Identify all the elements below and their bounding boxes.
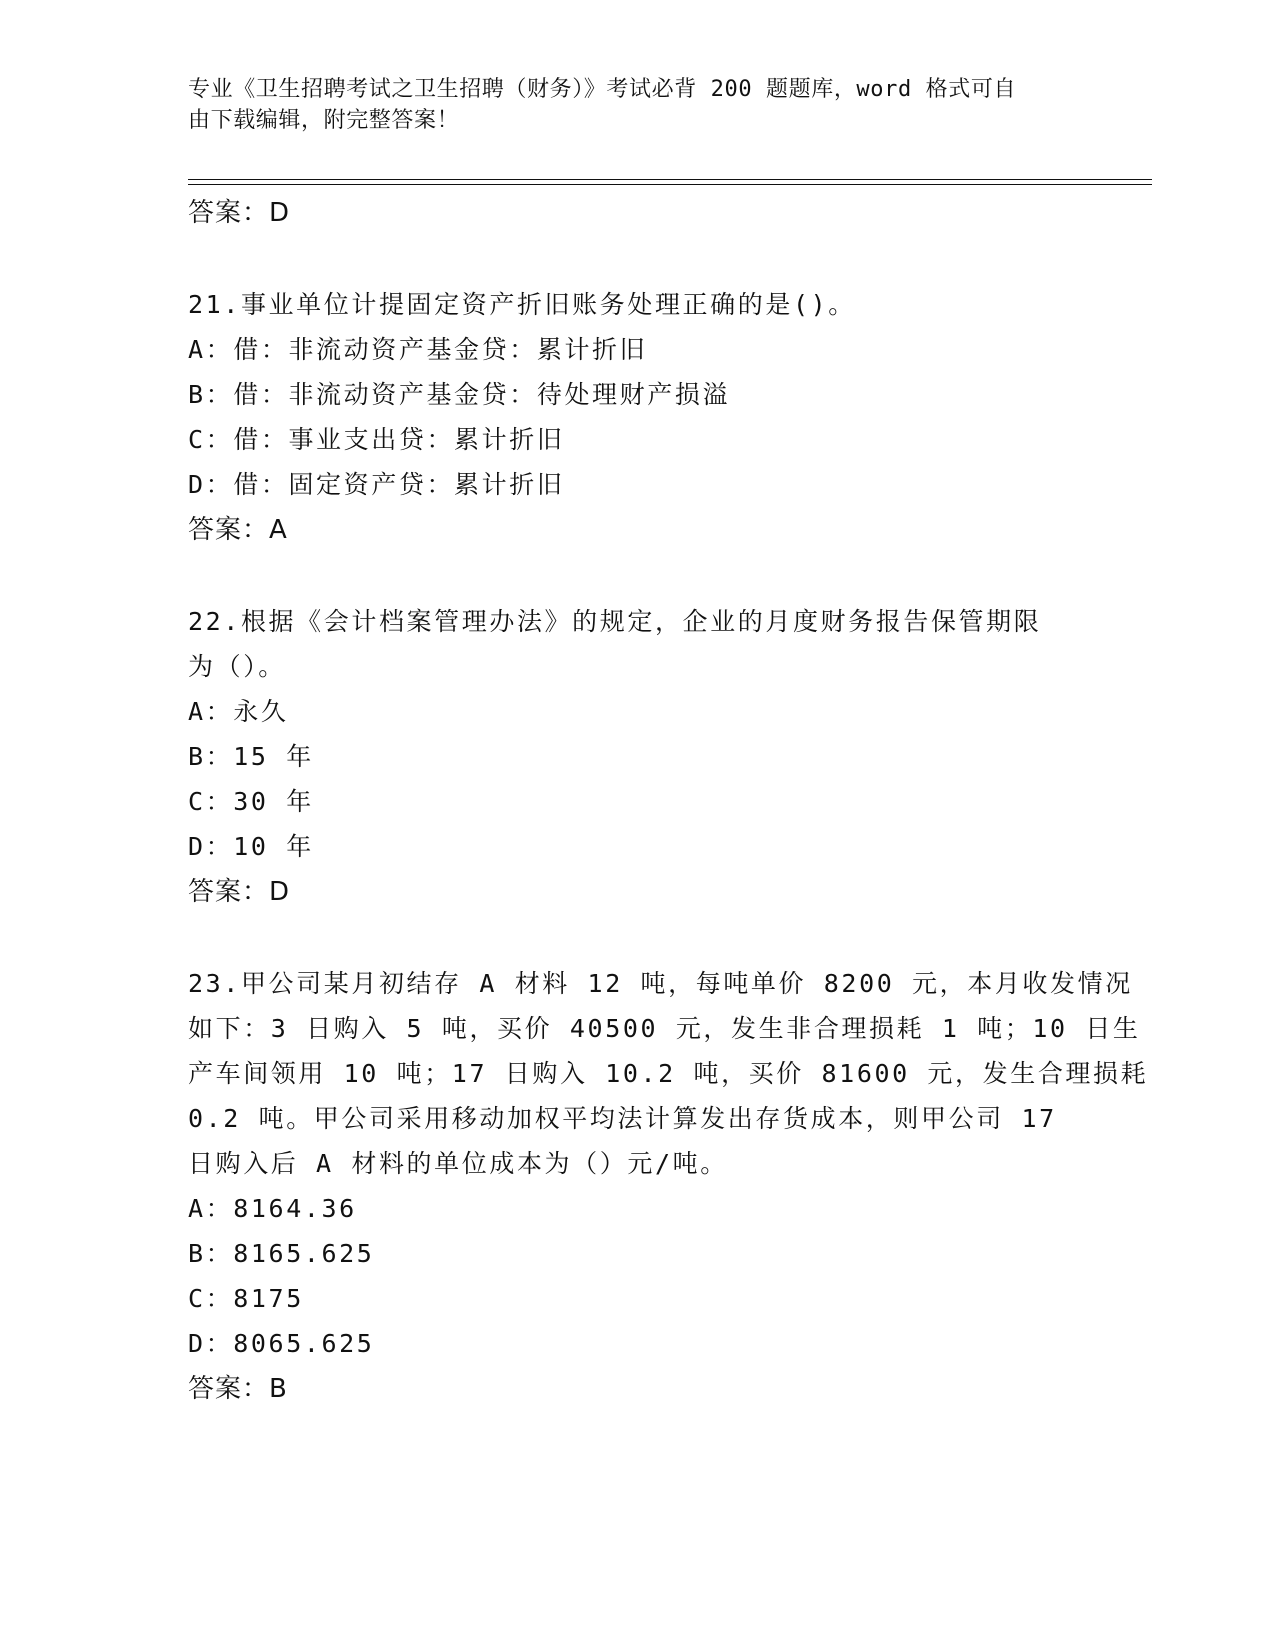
question-text: 如下：3 日购入 5 吨，买价 40500 元，发生非合理损耗 1 吨；10 日生 [188, 1014, 1141, 1043]
option-b: B：15 年 [188, 742, 314, 771]
option-a: A：借：非流动资产基金贷：累计折旧 [188, 335, 648, 364]
option-d: D：8065.625 [188, 1329, 375, 1358]
option-d: D：10 年 [188, 832, 314, 861]
option-a: A：永久 [188, 697, 289, 726]
answer-21: 答案：A [188, 515, 288, 545]
question-21 [188, 282, 1088, 553]
option-d: D：借：固定资产贷：累计折旧 [188, 470, 565, 499]
question-text: 0.2 吨。甲公司采用移动加权平均法计算发出存货成本，则甲公司 17 [188, 1104, 1057, 1133]
header-divider-top [188, 179, 1152, 180]
option-c: C：借：事业支出贷：累计折旧 [188, 425, 565, 454]
option-b: B：借：非流动资产基金贷：待处理财产损溢 [188, 380, 731, 409]
question-text: 为（）。 [188, 652, 286, 681]
document-header [188, 74, 1068, 136]
header-line: 由下载编辑，附完整答案！ [188, 108, 460, 133]
question-text: 23.甲公司某月初结存 A 材料 12 吨，每吨单价 8200 元，本月收发情况 [188, 969, 1133, 998]
question-22 [188, 599, 1088, 915]
answer-23: 答案：B [188, 1374, 288, 1404]
spacer [188, 236, 1088, 282]
option-a: A：8164.36 [188, 1194, 357, 1223]
answer-22: 答案：D [188, 877, 291, 907]
header-line: 专业《卫生招聘考试之卫生招聘（财务）》考试必背 200 题题库，word 格式可自 [188, 77, 1017, 102]
question-text: 日购入后 A 材料的单位成本为（）元/吨。 [188, 1149, 728, 1178]
previous-answer: 答案：D [188, 198, 291, 228]
question-content [188, 190, 1149, 1412]
spacer [188, 553, 1088, 599]
option-c: C：8175 [188, 1284, 304, 1313]
question-23 [188, 961, 1149, 1412]
question-text: 产车间领用 10 吨；17 日购入 10.2 吨，买价 81600 元，发生合理损耗 [188, 1059, 1149, 1088]
header-divider-bottom [188, 184, 1152, 185]
option-c: C：30 年 [188, 787, 314, 816]
option-b: B：8165.625 [188, 1239, 375, 1268]
question-text: 22.根据《会计档案管理办法》的规定，企业的月度财务报告保管期限 [188, 607, 1042, 636]
spacer [188, 915, 1088, 961]
question-text: 21.事业单位计提固定资产折旧账务处理正确的是()。 [188, 290, 856, 319]
